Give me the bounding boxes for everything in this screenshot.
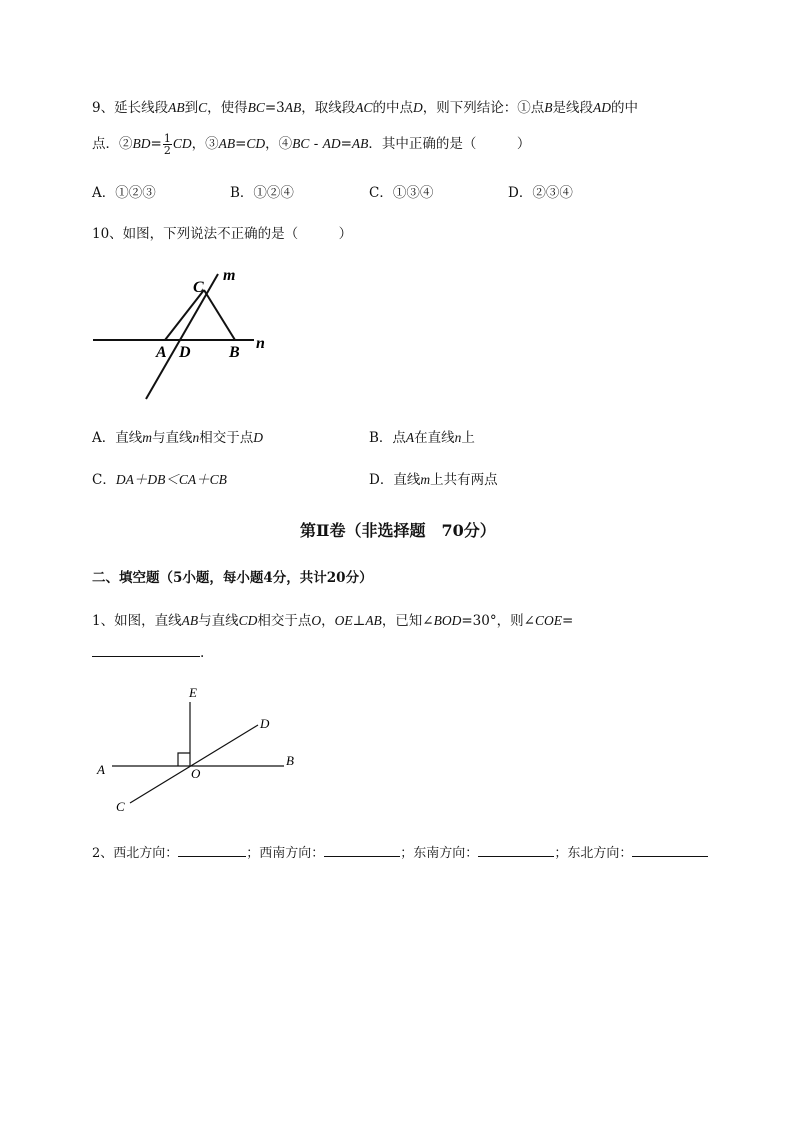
label-d: D bbox=[179, 344, 191, 361]
q10-option-b[interactable]: B．点A在直线n上 bbox=[369, 430, 475, 446]
part-heading: 二、填空题（5小题，每小题4分，共计20分） bbox=[92, 570, 373, 586]
line-m bbox=[146, 274, 218, 399]
segment-cb bbox=[204, 290, 235, 340]
q9-line2: 点．②BD= $\frac{1}{2}$ CD，③AB=CD，④BC - AD=AB．其中正确的是（ ） bbox=[92, 132, 531, 157]
q9-option-a[interactable]: A．①②③ bbox=[92, 185, 156, 201]
q9-option-d[interactable]: D．②③④ bbox=[508, 185, 573, 201]
q9-line1: 9、延长线段AB到C，使得BC=3AB，取线段AC的中点D，则下列结论：①点B是线段AD的中 bbox=[92, 100, 639, 116]
q10-option-d[interactable]: D．直线m上共有两点 bbox=[369, 472, 498, 488]
label-b: B bbox=[229, 344, 240, 361]
line-cd bbox=[130, 725, 258, 803]
label-a: A bbox=[97, 762, 105, 777]
fill1-figure bbox=[92, 685, 312, 815]
q10-figure bbox=[90, 262, 290, 402]
blank-southeast[interactable] bbox=[478, 842, 554, 857]
label-e: E bbox=[189, 685, 197, 700]
label-n: n bbox=[256, 335, 265, 352]
label-b: B bbox=[286, 753, 294, 768]
fraction-one-half: $\frac{1}{2}$ bbox=[163, 132, 171, 157]
blank-northeast[interactable] bbox=[632, 842, 708, 857]
q10-option-c[interactable]: C．DA＋DB＜CA＋CB bbox=[92, 472, 227, 488]
label-o: O bbox=[191, 766, 201, 781]
fill1-stem: 1、如图，直线AB与直线CD相交于点O，OE⊥AB，已知∠BOD=30°，则∠COE= bbox=[92, 613, 574, 629]
fill1-answer-line[interactable]: . bbox=[92, 642, 204, 663]
q10-stem: 10、如图，下列说法不正确的是（ ） bbox=[92, 226, 353, 242]
q9-option-b[interactable]: B．①②④ bbox=[230, 185, 294, 201]
label-d: D bbox=[260, 716, 270, 731]
section-title: 第Ⅱ卷（非选择题 70分） bbox=[300, 521, 496, 540]
fill2-stem: 2、西北方向： ；西南方向： ；东南方向： ；东北方向： bbox=[92, 842, 708, 864]
label-m: m bbox=[223, 267, 236, 284]
label-a: A bbox=[156, 344, 167, 361]
label-c: C bbox=[116, 799, 125, 814]
blank-southwest[interactable] bbox=[324, 842, 400, 857]
q10-option-a[interactable]: A．直线m与直线n相交于点D bbox=[92, 430, 263, 446]
label-c: C bbox=[193, 279, 204, 296]
blank-northwest[interactable] bbox=[178, 842, 246, 857]
right-angle-mark bbox=[178, 753, 190, 766]
q9-option-c[interactable]: C．①③④ bbox=[369, 185, 434, 201]
